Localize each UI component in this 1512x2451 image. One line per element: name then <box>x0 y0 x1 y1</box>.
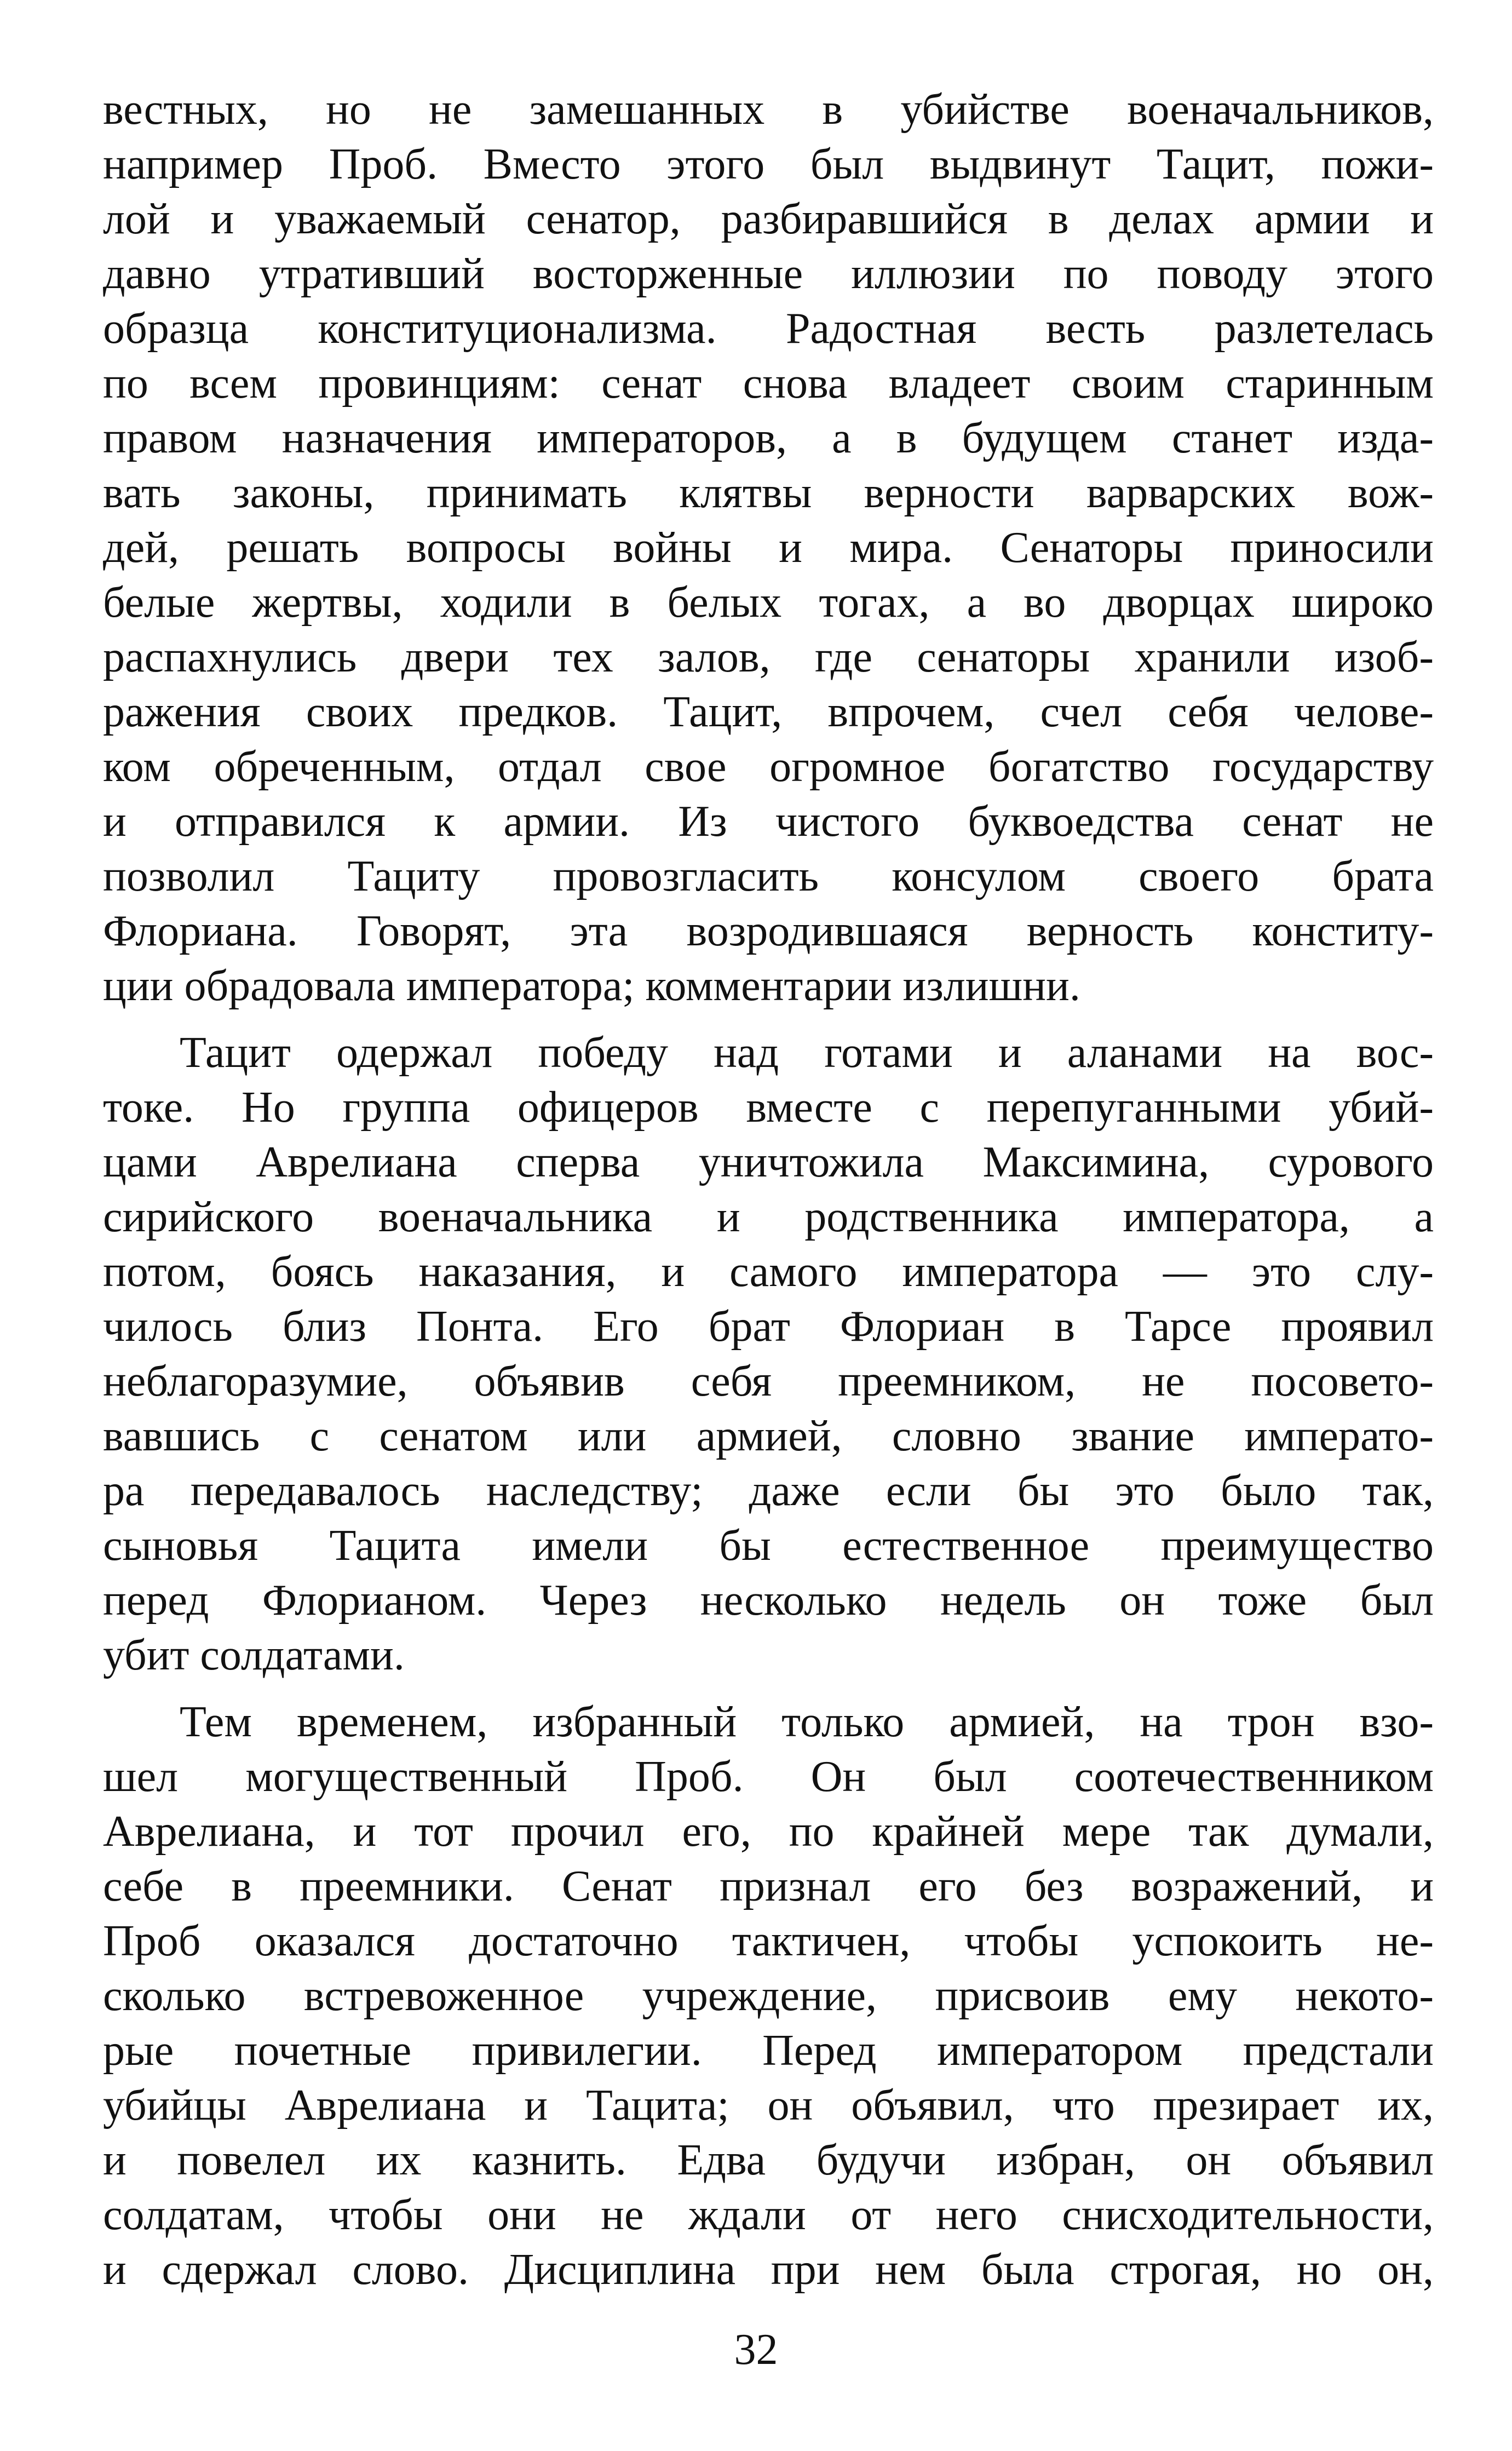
text-line: дей, решать вопросы войны и мира. Сенаторы приносили <box>103 524 1434 572</box>
text-line: вавшись с сенатом или армией, словно звание императо- <box>103 1412 1434 1460</box>
text-line: Проб оказался достаточно тактичен, чтобы успокоить не- <box>103 1917 1434 1965</box>
text-line: Тем временем, избранный только армией, на трон взо- <box>180 1698 1434 1746</box>
text-line: цами Аврелиана сперва уничтожила Максимина, сурового <box>103 1138 1434 1186</box>
text-line: рые почетные привилегии. Перед императором предстали <box>103 2027 1434 2075</box>
text-line: чилось близ Понта. Его брат Флориан в Тарсе проявил <box>103 1302 1434 1351</box>
text-line: ражения своих предков. Тацит, впрочем, счел себя челове- <box>103 688 1434 736</box>
paragraph-1 <box>103 82 1434 1013</box>
page-number: 32 <box>734 2326 778 2374</box>
text-line: Аврелиана, и тот прочил его, по крайней мере так думали, <box>103 1807 1434 1856</box>
text-line: и отправился к армии. Из чистого буквоедства сенат не <box>103 797 1434 846</box>
text-line: ком обреченным, отдал свое огромное богатство государству <box>103 743 1434 791</box>
text-line: сыновья Тацита имели бы естественное преимущество <box>103 1522 1434 1570</box>
text-line: себе в преемники. Сенат признал его без возражений, и <box>103 1862 1434 1910</box>
text-line: вать законы, принимать клятвы верности варварских вож- <box>103 469 1434 517</box>
text-line: ции обрадовала императора; комментарии излишни. <box>103 962 1080 1010</box>
paragraph-2 <box>103 1025 1434 1683</box>
text-line: и сдержал слово. Дисциплина при нем была строгая, но он, <box>103 2246 1434 2294</box>
paragraph-3 <box>103 1695 1434 2297</box>
text-line: распахнулись двери тех залов, где сенаторы хранили изоб- <box>103 633 1434 681</box>
text-line: сколько встревоженное учреждение, присвоив ему некото- <box>103 1972 1434 2020</box>
page-body <box>103 82 1434 2297</box>
text-line: убит солдатами. <box>103 1631 405 1679</box>
text-line: шел могущественный Проб. Он был соотечественником <box>103 1753 1434 1801</box>
text-line: например Проб. Вместо этого был выдвинут Тацит, пожи- <box>103 140 1434 188</box>
text-line: и повелел их казнить. Едва будучи избран, он объявил <box>103 2136 1434 2184</box>
text-line: правом назначения императоров, а в будущем станет изда- <box>103 414 1434 462</box>
text-line: белые жертвы, ходили в белых тогах, а во дворцах широко <box>103 578 1434 627</box>
text-line: ра передавалось наследству; даже если бы это было так, <box>103 1467 1434 1515</box>
paragraph-gap <box>103 1683 1434 1695</box>
text-line: образца конституционализма. Радостная весть разлетелась <box>103 305 1434 353</box>
text-line: вестных, но не замешанных в убийстве военачальников, <box>103 85 1434 134</box>
text-line: позволил Тациту провозгласить консулом своего брата <box>103 852 1434 900</box>
text-line: по всем провинциям: сенат снова владеет своим старинным <box>103 359 1434 407</box>
paragraph-gap <box>103 1013 1434 1025</box>
text-line: неблагоразумие, объявив себя преемником, не посовето- <box>103 1357 1434 1405</box>
text-line: Флориана. Говорят, эта возродившаяся верность конститу- <box>103 907 1434 955</box>
text-line: давно утративший восторженные иллюзии по поводу этого <box>103 250 1434 298</box>
text-line: лой и уважаемый сенатор, разбиравшийся в делах армии и <box>103 195 1434 243</box>
text-line: токе. Но группа офицеров вместе с перепуганными убий- <box>103 1083 1434 1132</box>
text-line: убийцы Аврелиана и Тацита; он объявил, что презирает их, <box>103 2081 1434 2129</box>
text-line: перед Флорианом. Через несколько недель он тоже был <box>103 1576 1434 1625</box>
text-line: солдатам, чтобы они не ждали от него снисходительности, <box>103 2191 1434 2239</box>
text-line: потом, боясь наказания, и самого императора — это слу- <box>103 1248 1434 1296</box>
text-line: сирийского военачальника и родственника императора, а <box>103 1193 1434 1241</box>
text-line: Тацит одержал победу над готами и аланами на вос- <box>180 1029 1434 1077</box>
